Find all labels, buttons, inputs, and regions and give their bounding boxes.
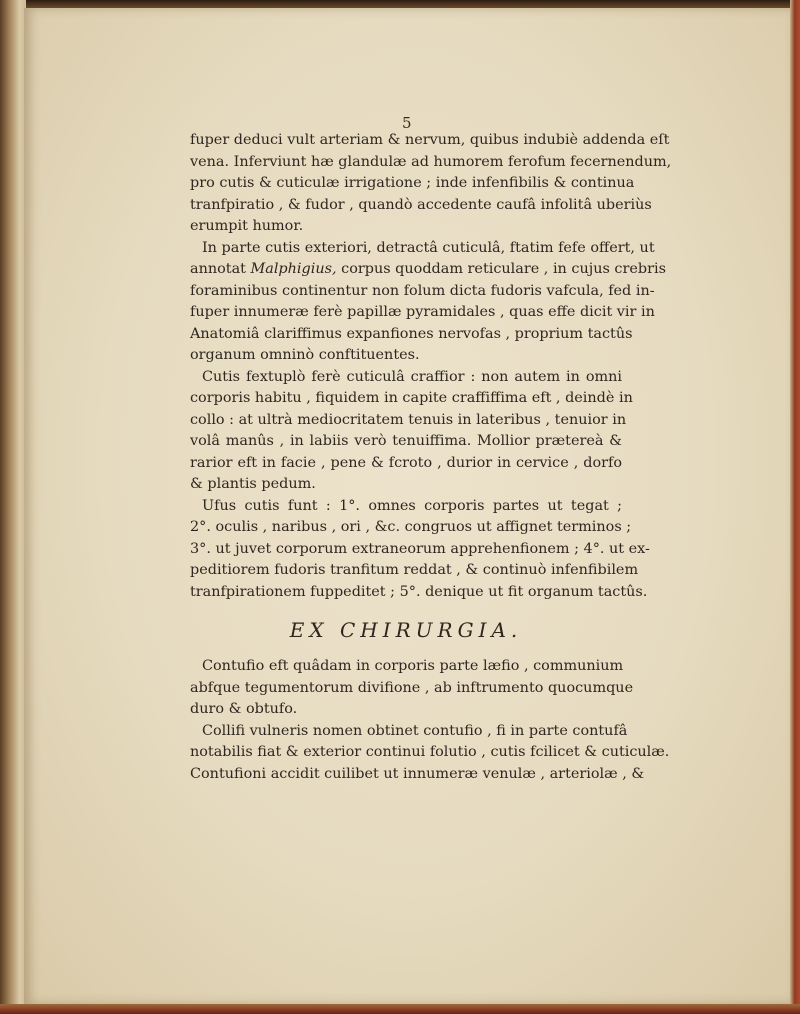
- text-line: fuper deduci vult arteriam & nervum, quibus indubiè addenda eſt: [190, 132, 670, 148]
- text-line: 3°. ut juvet corporum extraneorum apprehenfionem ; 4°. ut ex-: [190, 540, 650, 557]
- text-line: abfque tegumentorum divifione , ab inftrumento quocumque: [190, 679, 634, 696]
- text-line: pro cutis & cuticulæ irrigatione ; inde infenfibilis & continua: [190, 175, 635, 191]
- author-name: Malphigius,: [250, 261, 337, 277]
- section-heading: EX CHIRURGIA.: [289, 618, 523, 642]
- book-bottom-edge: [0, 1004, 800, 1014]
- text-line: Cutis fextuplò ferè cuticulâ craffior : non autem in omni: [202, 368, 622, 385]
- text-line: & plantis pedum.: [190, 476, 316, 492]
- book-right-edge: [790, 0, 800, 1014]
- text-line: In parte cutis exteriori, detractâ cuticulâ, ftatim fefe offert, ut: [202, 239, 655, 256]
- text-line: foraminibus continentur non folum dicta fudoris vafcula, fed in-: [190, 282, 655, 299]
- text-fragment: corpus quoddam reticulare , in cujus crebris: [341, 261, 666, 277]
- text-line: tranfpiratio , & fudor , quandò accedente caufâ infolitâ uberiùs: [190, 196, 652, 213]
- text-line: Ufus cutis funt : 1°. omnes corporis partes ut tegat ;: [202, 497, 622, 514]
- text-line: collo : at ultrà mediocritatem tenuis in lateribus , tenuior in: [190, 411, 627, 428]
- text-line: Contufio eft quâdam in corporis parte læfio , communium: [202, 658, 624, 674]
- text-line: Contufioni accidit cuilibet ut innumeræ venulæ , arteriolæ , &: [190, 765, 645, 782]
- text-fragment: annotat: [190, 261, 246, 277]
- text-line: duro & obtufo.: [190, 701, 298, 717]
- text-line: tranfpirationem fuppeditet ; 5°. denique ut fit organum tactûs.: [190, 583, 648, 600]
- text-line: organum omninò conftituentes.: [190, 347, 420, 363]
- text-line: Collifi vulneris nomen obtinet contufio , fi in parte contufâ: [202, 722, 628, 739]
- book-top-edge: [0, 0, 800, 8]
- text-line: volâ manûs , in labiis verò tenuiffima. Mollior prætereà &: [190, 433, 622, 449]
- text-line: vena. Inferviunt hæ glandulæ ad humorem ferofum fecernendum,: [190, 153, 672, 170]
- text-line: erumpit humor.: [190, 218, 304, 234]
- body-text-bottom: [190, 656, 670, 785]
- text-line: [190, 259, 666, 281]
- text-line: corporis habitu , fiquidem in capite craffiffima eft , deindè in: [190, 390, 633, 406]
- text-line: notabilis fiat & exterior continui folutio , cutis fcilicet & cuticulæ.: [190, 744, 670, 760]
- body-text-top: [190, 130, 672, 603]
- text-line: fuper innumeræ ferè papillæ pyramidales , quas effe dicit vir in: [190, 304, 655, 320]
- page-number: 5: [402, 114, 412, 132]
- text-line: 2°. oculis , naribus , ori , &c. congruos ut affignet terminos ;: [190, 519, 632, 535]
- text-line: rarior eft in facie , pene & fcroto , durior in cervice , dorfo: [190, 454, 622, 471]
- text-line: Anatomiâ clariffimus expanfiones nervofas , proprium tactûs: [190, 325, 633, 342]
- book-binding: [0, 0, 26, 1014]
- text-line: peditiorem fudoris tranfitum reddat , & continuò infenfibilem: [190, 562, 639, 578]
